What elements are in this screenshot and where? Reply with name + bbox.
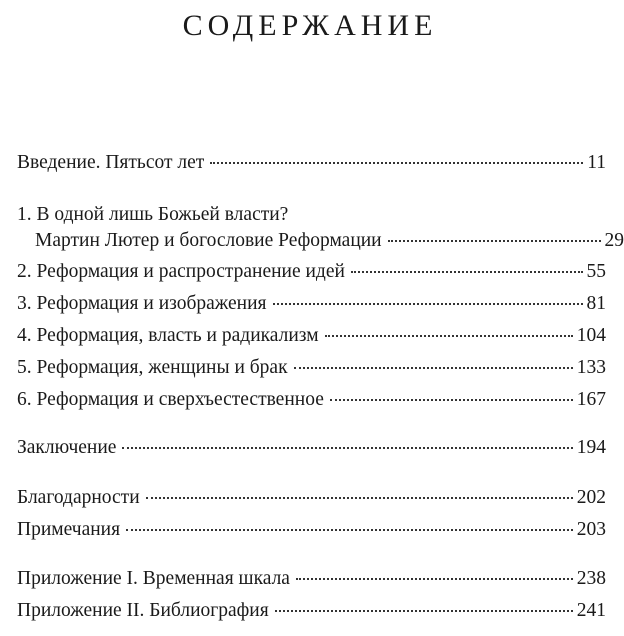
dot-leader [330,399,573,401]
toc-entry-chapter-3[interactable] [17,291,606,317]
toc-entry-introduction[interactable] [17,150,606,176]
toc-entry-page: 167 [576,389,606,410]
dot-leader [275,610,573,612]
dot-leader [146,497,573,499]
toc-entry-acknowledgements[interactable] [17,485,606,511]
dot-leader [351,271,583,273]
toc-entry-title: Примечания [17,519,121,540]
toc-entry-chapter-5[interactable] [17,355,606,381]
toc-entry-chapter-6[interactable] [17,387,606,413]
toc-entry-title: 5. Реформация, женщины и брак [17,357,288,378]
toc-entry-title: Заключение [17,437,117,458]
dot-leader [325,335,573,337]
toc-entry-title-line1: 1. В одной лишь Божьей власти? [17,204,289,225]
toc-entry-page: 203 [576,519,606,540]
dot-leader [388,240,601,242]
toc-entry-page: 104 [576,325,606,346]
dot-leader [210,162,583,164]
toc-entry-appendix-2[interactable] [17,598,606,624]
toc-entry-chapter-4[interactable] [17,323,606,349]
toc-entry-page: 238 [576,568,606,589]
toc-entry-title: 6. Реформация и сверхъестественное [17,389,324,410]
toc-entry-page: 194 [576,437,606,458]
toc-entry-page: 133 [576,357,606,378]
toc-entry-page: 81 [586,293,606,314]
toc-entry-title: 2. Реформация и распространение идей [17,261,345,282]
toc-entry-chapter-1[interactable] [17,202,624,254]
toc-entry-page: 241 [576,600,606,621]
toc-entry-conclusion[interactable] [17,435,606,461]
dot-leader [273,303,583,305]
toc-entry-title: Введение. Пятьсот лет [17,152,205,173]
toc-entry-title: Приложение II. Библиография [17,600,269,621]
toc-entry-title-line2: Мартин Лютер и богословие Реформации [35,230,382,251]
toc-entry-appendix-1[interactable] [17,566,606,592]
toc-entry-page: 11 [587,152,606,173]
toc-entry-page: 202 [576,487,606,508]
toc-entry-title: Приложение I. Временная шкала [17,568,290,589]
toc-entry-title: Благодарности [17,487,140,508]
toc-entry-page: 29 [604,230,624,251]
toc-entry-chapter-2[interactable] [17,259,606,285]
toc-entry-notes[interactable] [17,517,606,543]
dot-leader [126,529,573,531]
toc-entry-page: 55 [586,261,606,282]
toc-entry-title: 4. Реформация, власть и радикализм [17,325,319,346]
page-title: СОДЕРЖАНИЕ [182,9,438,42]
toc-entry-title: 3. Реформация и изображения [17,293,267,314]
dot-leader [122,447,572,449]
dot-leader [294,367,573,369]
dot-leader [296,578,573,580]
